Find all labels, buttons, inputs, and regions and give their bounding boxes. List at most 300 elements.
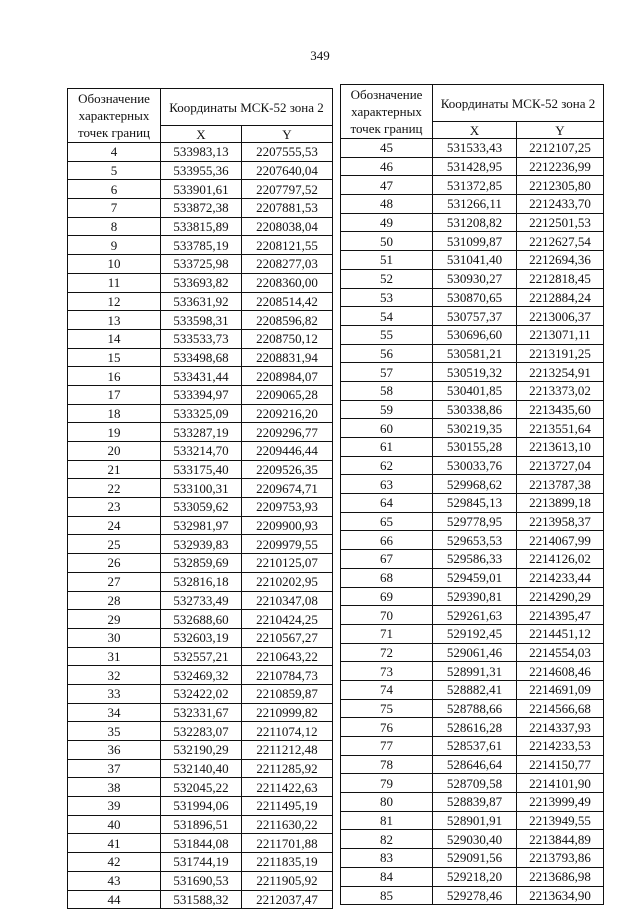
point-number-cell: 76: [341, 718, 433, 737]
x-coordinate-cell: 533533,73: [161, 329, 242, 348]
x-coordinate-cell: 532688,60: [161, 610, 242, 629]
y-coordinate-cell: 2208038,04: [242, 217, 333, 236]
y-coordinate-cell: 2213787,38: [517, 475, 604, 494]
point-number-cell: 29: [68, 610, 161, 629]
y-coordinate-cell: 2212818,45: [517, 269, 604, 288]
x-coordinate-cell: 533955,36: [161, 161, 242, 180]
y-coordinate-cell: 2214566,68: [517, 699, 604, 718]
x-coordinate-cell: 531266,11: [433, 195, 517, 214]
table-row: [341, 494, 604, 513]
point-number-cell: 59: [341, 400, 433, 419]
point-number-cell: 58: [341, 381, 433, 400]
point-number-cell: 46: [341, 157, 433, 176]
x-coordinate-cell: 529586,33: [433, 550, 517, 569]
point-number-cell: 41: [68, 834, 161, 853]
table-row: [68, 815, 333, 834]
x-coordinate-cell: 528839,87: [433, 793, 517, 812]
x-coordinate-cell: 533598,31: [161, 311, 242, 330]
point-number-cell: 83: [341, 849, 433, 868]
y-coordinate-cell: 2209526,35: [242, 460, 333, 479]
point-number-cell: 39: [68, 797, 161, 816]
x-coordinate-cell: 533287,19: [161, 423, 242, 442]
y-coordinate-cell: 2208360,00: [242, 273, 333, 292]
table-row: [68, 516, 333, 535]
point-number-cell: 65: [341, 512, 433, 531]
y-coordinate-cell: 2209900,93: [242, 516, 333, 535]
table-row: [341, 849, 604, 868]
y-coordinate-cell: 2210859,87: [242, 684, 333, 703]
y-coordinate-cell: 2211285,92: [242, 759, 333, 778]
x-coordinate-cell: 532422,02: [161, 684, 242, 703]
x-coordinate-cell: 533901,61: [161, 180, 242, 199]
x-coordinate-cell: 528901,91: [433, 811, 517, 830]
table-row: [68, 479, 333, 498]
point-number-cell: 13: [68, 311, 161, 330]
x-coordinate-cell: 529390,81: [433, 587, 517, 606]
table-row: [341, 195, 604, 214]
table-row: [341, 624, 604, 643]
y-coordinate-cell: 2214233,53: [517, 737, 604, 756]
x-coordinate-cell: 530696,60: [433, 325, 517, 344]
point-number-cell: 55: [341, 325, 433, 344]
y-coordinate-cell: 2207555,53: [242, 143, 333, 162]
table-row: [68, 647, 333, 666]
table-row: [68, 199, 333, 218]
point-number-cell: 4: [68, 143, 161, 162]
x-coordinate-cell: 532045,22: [161, 778, 242, 797]
point-number-cell: 11: [68, 273, 161, 292]
point-number-cell: 34: [68, 703, 161, 722]
y-coordinate-cell: 2210567,27: [242, 628, 333, 647]
y-coordinate-cell: 2211701,88: [242, 834, 333, 853]
point-number-cell: 33: [68, 684, 161, 703]
point-number-cell: 50: [341, 232, 433, 251]
table-row: [341, 363, 604, 382]
table-row: [341, 512, 604, 531]
table-row: [68, 161, 333, 180]
x-coordinate-cell: 530930,27: [433, 269, 517, 288]
right-table-body: [341, 139, 604, 905]
point-number-cell: 84: [341, 867, 433, 886]
y-coordinate-cell: 2214554,03: [517, 643, 604, 662]
x-coordinate-cell: 532816,18: [161, 572, 242, 591]
point-number-cell: 74: [341, 680, 433, 699]
point-number-cell: 16: [68, 367, 161, 386]
table-row: [341, 830, 604, 849]
y-coordinate-cell: 2214451,12: [517, 624, 604, 643]
x-coordinate-cell: 533631,92: [161, 292, 242, 311]
y-coordinate-cell: 2214691,09: [517, 680, 604, 699]
point-number-cell: 70: [341, 606, 433, 625]
point-number-cell: 20: [68, 442, 161, 461]
point-number-cell: 7: [68, 199, 161, 218]
point-number-cell: 27: [68, 572, 161, 591]
table-row: [341, 774, 604, 793]
y-coordinate-cell: 2213071,11: [517, 325, 604, 344]
x-coordinate-cell: 530401,85: [433, 381, 517, 400]
x-coordinate-cell: 533059,62: [161, 498, 242, 517]
point-number-cell: 63: [341, 475, 433, 494]
y-coordinate-cell: 2212305,80: [517, 176, 604, 195]
x-coordinate-cell: 533431,44: [161, 367, 242, 386]
point-number-cell: 36: [68, 741, 161, 760]
table-row: [341, 232, 604, 251]
y-coordinate-cell: 2213551,64: [517, 419, 604, 438]
x-coordinate-cell: 531428,95: [433, 157, 517, 176]
table-row: [68, 722, 333, 741]
table-row: [341, 307, 604, 326]
point-number-cell: 32: [68, 666, 161, 685]
table-row: [68, 442, 333, 461]
header-coordinates: Координаты МСК-52 зона 2: [433, 85, 604, 122]
y-coordinate-cell: 2214067,99: [517, 531, 604, 550]
point-number-cell: 22: [68, 479, 161, 498]
point-number-cell: 71: [341, 624, 433, 643]
table-row: [341, 643, 604, 662]
table-row: [341, 213, 604, 232]
table-row: [341, 568, 604, 587]
table-row: [68, 759, 333, 778]
table-row: [68, 273, 333, 292]
point-number-cell: 45: [341, 139, 433, 158]
table-row: [68, 572, 333, 591]
x-coordinate-cell: 531690,53: [161, 871, 242, 890]
x-coordinate-cell: 530581,21: [433, 344, 517, 363]
table-row: [68, 610, 333, 629]
y-coordinate-cell: 2207797,52: [242, 180, 333, 199]
y-coordinate-cell: 2208514,42: [242, 292, 333, 311]
point-number-cell: 25: [68, 535, 161, 554]
table-row: [341, 662, 604, 681]
table-row: [68, 217, 333, 236]
table-row: [341, 867, 604, 886]
point-number-cell: 62: [341, 456, 433, 475]
y-coordinate-cell: 2209296,77: [242, 423, 333, 442]
x-coordinate-cell: 530870,65: [433, 288, 517, 307]
y-coordinate-cell: 2213949,55: [517, 811, 604, 830]
y-coordinate-cell: 2209065,28: [242, 385, 333, 404]
table-row: [341, 718, 604, 737]
header-coordinates: Координаты МСК-52 зона 2: [161, 89, 333, 126]
y-coordinate-cell: 2213899,18: [517, 494, 604, 513]
y-coordinate-cell: 2209753,93: [242, 498, 333, 517]
table-row: [341, 531, 604, 550]
table-row: [341, 176, 604, 195]
point-number-cell: 10: [68, 255, 161, 274]
y-coordinate-cell: 2213686,98: [517, 867, 604, 886]
table-row: [68, 236, 333, 255]
table-row: [68, 778, 333, 797]
y-coordinate-cell: 2210784,73: [242, 666, 333, 685]
point-number-cell: 44: [68, 890, 161, 909]
point-number-cell: 38: [68, 778, 161, 797]
y-coordinate-cell: 2211495,19: [242, 797, 333, 816]
y-coordinate-cell: 2214101,90: [517, 774, 604, 793]
x-coordinate-cell: 533872,38: [161, 199, 242, 218]
table-row: [341, 400, 604, 419]
y-coordinate-cell: 2213254,91: [517, 363, 604, 382]
x-coordinate-cell: 532981,97: [161, 516, 242, 535]
x-coordinate-cell: 529091,56: [433, 849, 517, 868]
x-coordinate-cell: 528788,66: [433, 699, 517, 718]
x-coordinate-cell: 533785,19: [161, 236, 242, 255]
y-coordinate-cell: 2211905,92: [242, 871, 333, 890]
x-coordinate-cell: 531844,08: [161, 834, 242, 853]
y-coordinate-cell: 2210125,07: [242, 554, 333, 573]
y-coordinate-cell: 2211422,63: [242, 778, 333, 797]
y-coordinate-cell: 2214126,02: [517, 550, 604, 569]
x-coordinate-cell: 529261,63: [433, 606, 517, 625]
table-row: [68, 498, 333, 517]
y-coordinate-cell: 2209979,55: [242, 535, 333, 554]
x-coordinate-cell: 532283,07: [161, 722, 242, 741]
table-row: [341, 456, 604, 475]
table-row: [68, 591, 333, 610]
table-row: [68, 684, 333, 703]
y-coordinate-cell: 2212627,54: [517, 232, 604, 251]
x-coordinate-cell: 530155,28: [433, 438, 517, 457]
table-row: [68, 741, 333, 760]
x-coordinate-cell: 533394,97: [161, 385, 242, 404]
y-coordinate-cell: 2213373,02: [517, 381, 604, 400]
point-number-cell: 72: [341, 643, 433, 662]
point-number-cell: 47: [341, 176, 433, 195]
point-number-cell: 8: [68, 217, 161, 236]
x-coordinate-cell: 531208,82: [433, 213, 517, 232]
y-coordinate-cell: 2211212,48: [242, 741, 333, 760]
point-number-cell: 17: [68, 385, 161, 404]
point-number-cell: 82: [341, 830, 433, 849]
y-coordinate-cell: 2214395,47: [517, 606, 604, 625]
table-row: [341, 381, 604, 400]
y-coordinate-cell: 2212236,99: [517, 157, 604, 176]
point-number-cell: 57: [341, 363, 433, 382]
x-coordinate-cell: 533815,89: [161, 217, 242, 236]
point-number-cell: 85: [341, 886, 433, 905]
table-row: [341, 419, 604, 438]
table-row: [341, 139, 604, 158]
x-coordinate-cell: 529968,62: [433, 475, 517, 494]
y-coordinate-cell: 2209216,20: [242, 404, 333, 423]
x-coordinate-cell: 533725,98: [161, 255, 242, 274]
table-row: [68, 329, 333, 348]
x-coordinate-cell: 533214,70: [161, 442, 242, 461]
table-row: [341, 606, 604, 625]
y-coordinate-cell: 2213727,04: [517, 456, 604, 475]
x-coordinate-cell: 531588,32: [161, 890, 242, 909]
table-row: [341, 269, 604, 288]
y-coordinate-cell: 2208121,55: [242, 236, 333, 255]
table-row: [341, 886, 604, 905]
x-coordinate-cell: 529459,01: [433, 568, 517, 587]
page-number: 349: [310, 48, 330, 63]
table-row: [341, 587, 604, 606]
y-coordinate-cell: 2212694,36: [517, 251, 604, 270]
x-coordinate-cell: 532733,49: [161, 591, 242, 610]
point-number-cell: 6: [68, 180, 161, 199]
y-coordinate-cell: 2214233,44: [517, 568, 604, 587]
point-number-cell: 66: [341, 531, 433, 550]
table-row: [68, 853, 333, 872]
x-coordinate-cell: 531372,85: [433, 176, 517, 195]
x-coordinate-cell: 529278,46: [433, 886, 517, 905]
point-number-cell: 79: [341, 774, 433, 793]
header-x: X: [433, 122, 517, 139]
x-coordinate-cell: 532557,21: [161, 647, 242, 666]
table-row: [68, 143, 333, 162]
table-row: [68, 460, 333, 479]
point-number-cell: 26: [68, 554, 161, 573]
y-coordinate-cell: 2212884,24: [517, 288, 604, 307]
x-coordinate-cell: 531744,19: [161, 853, 242, 872]
y-coordinate-cell: 2208831,94: [242, 348, 333, 367]
header-designation: Обозначение характерных точек границ: [341, 85, 433, 139]
y-coordinate-cell: 2213634,90: [517, 886, 604, 905]
x-coordinate-cell: 532939,83: [161, 535, 242, 554]
x-coordinate-cell: 529778,95: [433, 512, 517, 531]
y-coordinate-cell: 2214337,93: [517, 718, 604, 737]
point-number-cell: 51: [341, 251, 433, 270]
y-coordinate-cell: 2210643,22: [242, 647, 333, 666]
x-coordinate-cell: 532140,40: [161, 759, 242, 778]
table-row: [68, 797, 333, 816]
point-number-cell: 9: [68, 236, 161, 255]
y-coordinate-cell: 2214150,77: [517, 755, 604, 774]
x-coordinate-cell: 532469,32: [161, 666, 242, 685]
point-number-cell: 21: [68, 460, 161, 479]
table-row: [68, 703, 333, 722]
point-number-cell: 69: [341, 587, 433, 606]
table-row: [341, 737, 604, 756]
table-row: [68, 385, 333, 404]
table-row: [68, 554, 333, 573]
table-row: [341, 251, 604, 270]
coordinates-table-left: [67, 88, 333, 909]
table-row: [341, 680, 604, 699]
point-number-cell: 73: [341, 662, 433, 681]
y-coordinate-cell: 2208984,07: [242, 367, 333, 386]
table-row: [68, 535, 333, 554]
coordinates-table-right: [340, 84, 604, 905]
header-y: Y: [517, 122, 604, 139]
y-coordinate-cell: 2213999,49: [517, 793, 604, 812]
point-number-cell: 80: [341, 793, 433, 812]
x-coordinate-cell: 532603,19: [161, 628, 242, 647]
x-coordinate-cell: 530519,32: [433, 363, 517, 382]
table-row: [68, 348, 333, 367]
y-coordinate-cell: 2210999,82: [242, 703, 333, 722]
table-row: [341, 811, 604, 830]
y-coordinate-cell: 2208596,82: [242, 311, 333, 330]
y-coordinate-cell: 2214608,46: [517, 662, 604, 681]
x-coordinate-cell: 532859,69: [161, 554, 242, 573]
y-coordinate-cell: 2213613,10: [517, 438, 604, 457]
table-row: [341, 699, 604, 718]
point-number-cell: 61: [341, 438, 433, 457]
x-coordinate-cell: 532331,67: [161, 703, 242, 722]
table-row: [341, 325, 604, 344]
y-coordinate-cell: 2214290,29: [517, 587, 604, 606]
point-number-cell: 30: [68, 628, 161, 647]
y-coordinate-cell: 2213435,60: [517, 400, 604, 419]
y-coordinate-cell: 2207640,04: [242, 161, 333, 180]
point-number-cell: 40: [68, 815, 161, 834]
y-coordinate-cell: 2209446,44: [242, 442, 333, 461]
y-coordinate-cell: 2211835,19: [242, 853, 333, 872]
x-coordinate-cell: 533175,40: [161, 460, 242, 479]
table-row: [68, 180, 333, 199]
point-number-cell: 77: [341, 737, 433, 756]
table-row: [341, 793, 604, 812]
y-coordinate-cell: 2212107,25: [517, 139, 604, 158]
point-number-cell: 49: [341, 213, 433, 232]
point-number-cell: 19: [68, 423, 161, 442]
y-coordinate-cell: 2213006,37: [517, 307, 604, 326]
point-number-cell: 42: [68, 853, 161, 872]
x-coordinate-cell: 533983,13: [161, 143, 242, 162]
point-number-cell: 64: [341, 494, 433, 513]
y-coordinate-cell: 2208277,03: [242, 255, 333, 274]
header-y: Y: [242, 126, 333, 143]
y-coordinate-cell: 2209674,71: [242, 479, 333, 498]
point-number-cell: 52: [341, 269, 433, 288]
x-coordinate-cell: 533100,31: [161, 479, 242, 498]
table-row: [341, 438, 604, 457]
y-coordinate-cell: 2213793,86: [517, 849, 604, 868]
point-number-cell: 54: [341, 307, 433, 326]
point-number-cell: 5: [68, 161, 161, 180]
table-row: [341, 550, 604, 569]
table-row: [341, 475, 604, 494]
table-row: [68, 255, 333, 274]
table-row: [68, 292, 333, 311]
table-row: [68, 890, 333, 909]
table-row: [341, 755, 604, 774]
x-coordinate-cell: 528616,28: [433, 718, 517, 737]
x-coordinate-cell: 529061,46: [433, 643, 517, 662]
table-row: [341, 157, 604, 176]
point-number-cell: 28: [68, 591, 161, 610]
y-coordinate-cell: 2212433,70: [517, 195, 604, 214]
x-coordinate-cell: 529030,40: [433, 830, 517, 849]
point-number-cell: 37: [68, 759, 161, 778]
point-number-cell: 56: [341, 344, 433, 363]
point-number-cell: 81: [341, 811, 433, 830]
table-row: [68, 311, 333, 330]
x-coordinate-cell: 533693,82: [161, 273, 242, 292]
y-coordinate-cell: 2210424,25: [242, 610, 333, 629]
x-coordinate-cell: 528882,41: [433, 680, 517, 699]
table-row: [68, 871, 333, 890]
point-number-cell: 43: [68, 871, 161, 890]
point-number-cell: 53: [341, 288, 433, 307]
x-coordinate-cell: 529192,45: [433, 624, 517, 643]
x-coordinate-cell: 533325,09: [161, 404, 242, 423]
y-coordinate-cell: 2208750,12: [242, 329, 333, 348]
x-coordinate-cell: 528991,31: [433, 662, 517, 681]
x-coordinate-cell: 528537,61: [433, 737, 517, 756]
point-number-cell: 14: [68, 329, 161, 348]
x-coordinate-cell: 530338,86: [433, 400, 517, 419]
y-coordinate-cell: 2213958,37: [517, 512, 604, 531]
y-coordinate-cell: 2213844,89: [517, 830, 604, 849]
point-number-cell: 75: [341, 699, 433, 718]
y-coordinate-cell: 2211074,12: [242, 722, 333, 741]
header-x: X: [161, 126, 242, 143]
x-coordinate-cell: 528709,58: [433, 774, 517, 793]
table-row: [341, 288, 604, 307]
point-number-cell: 15: [68, 348, 161, 367]
